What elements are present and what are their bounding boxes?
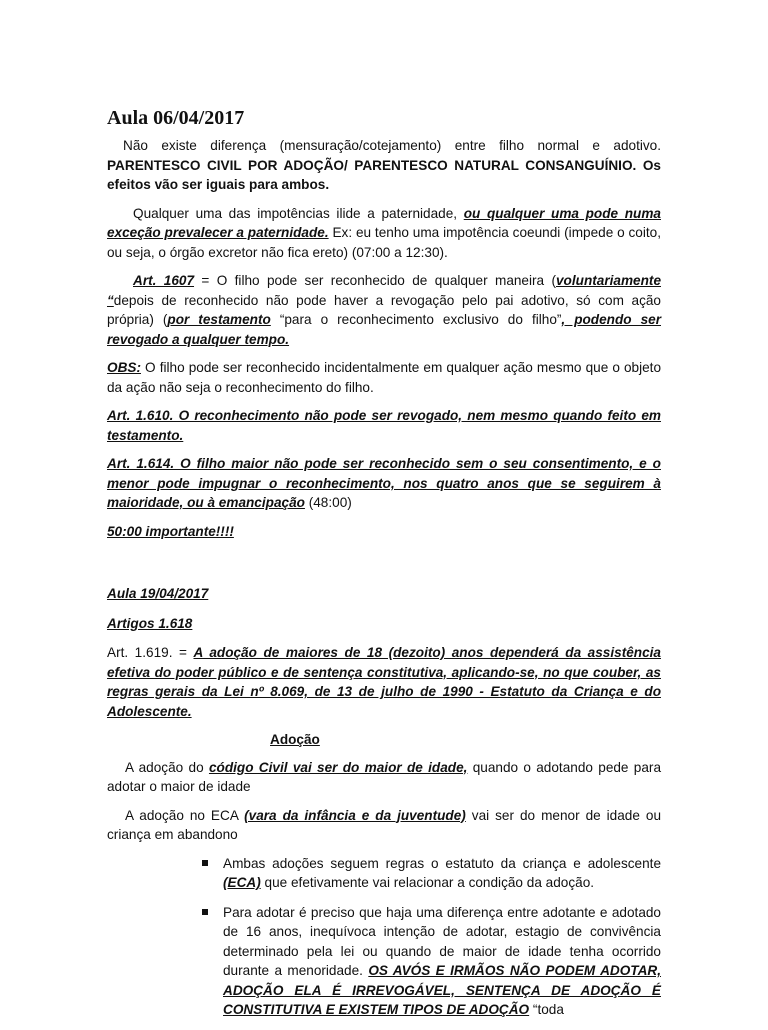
paragraph-adocao-eca: A adoção no ECA (vara da infância e da juventude) vai ser do menor de idade ou criança em abandono <box>107 807 662 842</box>
paragraph-art-1614: Art. 1.614. O filho maior não pode ser reconhecido sem o seu consentimento, e o menor pode impugnar o reconhecimento, nos quatro anos que se seguirem à maioridade, ou à emancipação (48:00) <box>107 456 661 510</box>
adocao-heading: Adoção <box>270 732 320 747</box>
paragraph-importante: 50:00 importante!!!! <box>107 523 234 539</box>
adocao-bullet-list <box>107 854 661 1020</box>
square-bullet-icon <box>202 860 208 866</box>
paragraph-obs: OBS: O filho pode ser reconhecido incidentalmente em qualquer ação mesmo que o objeto da ação não seja o reconhecimento do filho. <box>107 360 661 395</box>
paragraph-art-1607: Art. 1607 = O filho pode ser reconhecido de qualquer maneira (voluntariamente “depois de reconhecido não pode haver a revogação pelo pai adotivo, só com ação própria) (por testamento “para o reconhecimento exclusivo do filho”, podendo ser revogado a qualquer tempo. <box>107 273 661 347</box>
lesson-title-2: Aula 19/04/2017 <box>107 586 209 601</box>
paragraph-adocao-civil: A adoção do código Civil vai ser do maior de idade, quando o adotando pede para adotar o maior de idade <box>107 759 662 794</box>
list-item: Ambas adoções seguem regras o estatuto da criança e adolescente (ECA) que efetivamente vai relacionar a condição da adoção. <box>202 854 661 893</box>
list-item: Para adotar é preciso que haja uma diferença entre adotante e adotado de 16 anos, inequívoca intenção de adotar, estagio de convivência determinado pela lei ou quando de maior de idade tenha ocorrido durante a menoridade. OS AVÓS E IRMÃOS NÃO PODEM ADOTAR, ADOÇÃO ELA É IRREVOGÁVEL, SENTENÇA DE ADOÇÃO É CONSTITUTIVA E EXISTEM TIPOS DE ADOÇÃO “toda <box>202 903 661 1020</box>
paragraph-art-1619: Art. 1.619. = A adoção de maiores de 18 (dezoito) anos dependerá da assistência efetiva do poder público e de sentença constitutiva, aplicando-se, no que couber, as regras gerais da Lei nº 8.069, de 13 de julho de 1990 - Estatuto da Criança e do Adolescente. <box>107 645 661 719</box>
artigos-heading: Artigos 1.618 <box>107 615 193 631</box>
lesson-title-1: Aula 06/04/2017 <box>107 107 245 129</box>
section-spacer <box>107 550 661 584</box>
paragraph-impotencia: Qualquer uma das impotências ilide a paternidade, ou qualquer uma pode numa exceção prevalecer a paternidade. Ex: eu tenho uma impotência coeundi (impede o coito, ou seja, o órgão excretor não fica ereto) (07:00 a 12:30). <box>107 205 662 260</box>
paragraph-art-1610: Art. 1.610. O reconhecimento não pode ser revogado, nem mesmo quando feito em testamento. <box>107 408 661 443</box>
paragraph-parentesco: Não existe diferença (mensuração/cotejamento) entre filho normal e adotivo. PARENTESCO CIVIL POR ADOÇÃO/ PARENTESCO NATURAL CONSANGUÍNIO. Os efeitos vão ser iguais para ambos. <box>107 138 661 192</box>
document-body <box>107 106 661 1030</box>
square-bullet-icon <box>202 909 208 915</box>
